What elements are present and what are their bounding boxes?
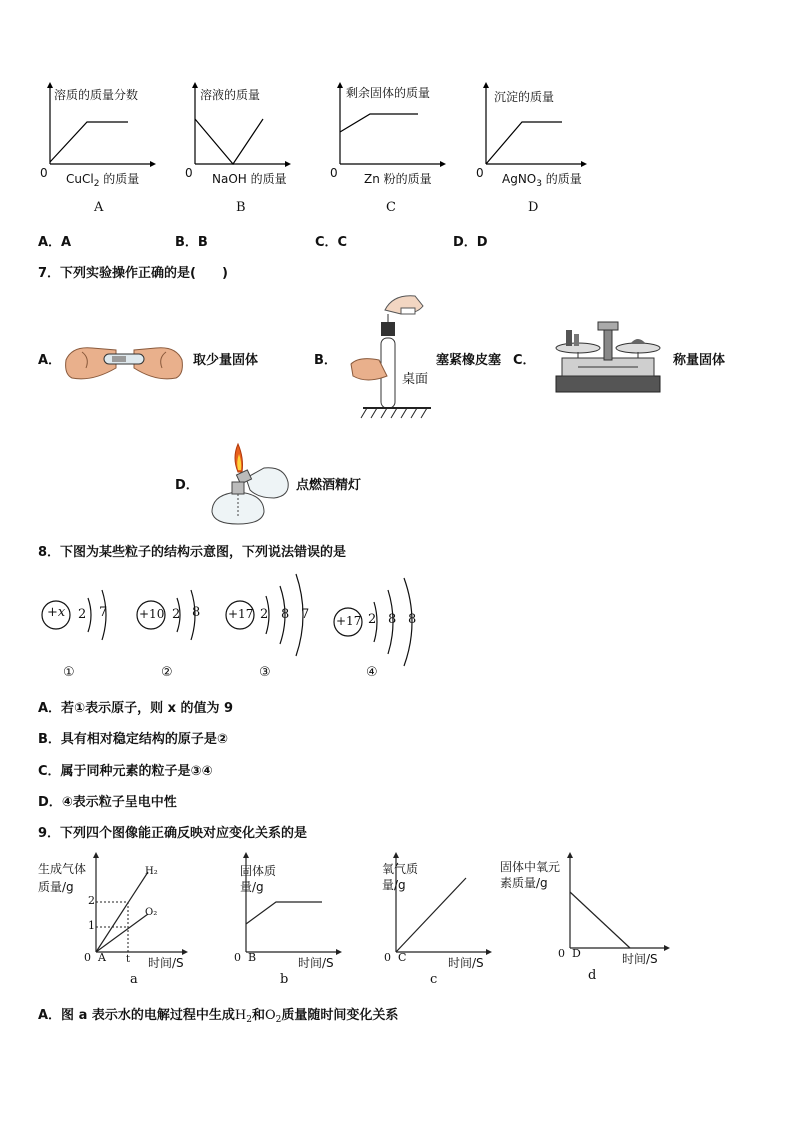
q6-option-b[interactable]: B．B	[175, 235, 208, 250]
q8-option-d[interactable]: D．④表示粒子呈电中性	[38, 795, 177, 810]
q9-b-ylabel-line1: 固体质	[240, 864, 277, 878]
q7-a-letter[interactable]: A．	[38, 353, 62, 368]
q6-a-xlabel: CuCl$_2$ 的质量	[66, 172, 140, 189]
q6-d-ylabel: 沉淀的质量	[494, 90, 555, 104]
q6-c-letter: C	[386, 200, 396, 215]
q9-a-ytick-2: 2	[88, 894, 95, 907]
particle-1-nucleus: +x	[47, 605, 66, 620]
q9-d-ylabel-line2: 素质量/g	[500, 876, 548, 890]
particle-2-nucleus: +10	[139, 607, 165, 621]
particle-1-shell-2: 7	[99, 605, 108, 620]
particle-1-label: ①	[63, 665, 75, 680]
hands-test-tube-illustration	[62, 338, 184, 390]
particle-3-shell-3: 7	[301, 607, 310, 622]
particle-3-label: ③	[259, 665, 271, 680]
q7-d-letter[interactable]: D．	[175, 478, 199, 493]
particle-1-shell-1: 2	[78, 607, 87, 622]
q6-a-origin: 0	[40, 166, 48, 180]
q9-c-xlabel: 时间/S	[448, 956, 484, 970]
q6-c-xlabel: Zn 粉的质量	[364, 172, 432, 186]
q9-graph-a-plot	[86, 852, 186, 962]
q7-d-caption: 点燃酒精灯	[296, 478, 362, 493]
stopper-test-tube-illustration	[345, 290, 435, 422]
q6-option-d[interactable]: D．D	[453, 235, 488, 250]
particle-4-label: ④	[366, 665, 378, 680]
alcohol-lamps-illustration	[204, 436, 294, 528]
q9-a-series-h2: H₂	[145, 866, 158, 877]
q6-option-c[interactable]: C．C	[315, 235, 348, 250]
q9-stem: 9．下列四个图像能正确反映对应变化关系的是	[38, 826, 308, 841]
q6-b-letter: B	[236, 200, 246, 215]
q8-option-a[interactable]: A．若①表示原子，则 x 的值为 9	[38, 701, 234, 716]
q6-option-a[interactable]: A．A	[38, 235, 72, 250]
q9-d-origin: 0	[558, 947, 565, 960]
q6-d-xlabel: AgNO$_3$ 的质量	[502, 172, 582, 189]
q6-b-origin: 0	[185, 166, 193, 180]
q9-option-a[interactable]: A．图 a 表示水的电解过程中生成$H_2$和$O_2$质量随时间变化关系	[38, 1008, 399, 1025]
q6-d-letter: D	[528, 200, 539, 215]
q6-b-xlabel: NaOH 的质量	[212, 172, 287, 186]
q9-d-xlabel: 时间/S	[622, 952, 658, 966]
q7-b-letter[interactable]: B．	[314, 353, 337, 368]
q8-option-b[interactable]: B．具有相对稳定结构的原子是②	[38, 732, 228, 747]
q6-b-ylabel: 溶液的质量	[200, 88, 261, 102]
q9-c-point: C	[398, 951, 407, 964]
q9-a-caption: a	[130, 972, 138, 987]
q9-b-caption: b	[280, 972, 289, 987]
particle-2-label: ②	[161, 665, 173, 680]
q9-b-xlabel: 时间/S	[298, 956, 334, 970]
q9-a-tick-t: t	[126, 954, 131, 965]
q9-a-xlabel: 时间/S	[148, 956, 184, 970]
q9-d-point: D	[572, 947, 581, 960]
particle-3-shell-1: 2	[260, 607, 269, 622]
q6-a-letter: A	[94, 200, 104, 215]
q9-b-ylabel-line2: 量/g	[240, 880, 264, 894]
q9-a-origin: 0	[84, 951, 91, 964]
particle-4-shell-2: 8	[388, 612, 397, 627]
q6-c-origin: 0	[330, 166, 338, 180]
particle-2-shell-1: 2	[172, 607, 181, 622]
particle-4-shell-3: 8	[408, 612, 417, 627]
q8-stem: 8．下图为某些粒子的结构示意图，下列说法错误的是	[38, 545, 347, 560]
q9-d-ylabel-line1: 固体中氧元	[500, 860, 561, 874]
balance-scale-illustration	[548, 318, 668, 396]
q7-b-caption: 塞紧橡皮塞	[436, 353, 502, 368]
particle-4-nucleus: +17	[336, 614, 362, 628]
q9-c-origin: 0	[384, 951, 391, 964]
q7-b-desk-label: 桌面	[402, 372, 429, 387]
q8-option-c[interactable]: C．属于同种元素的粒子是③④	[38, 764, 213, 779]
particle-4-shell-1: 2	[368, 612, 377, 627]
q9-d-caption: d	[588, 968, 597, 983]
q9-c-ylabel-line2: 量/g	[382, 878, 406, 892]
q7-c-letter[interactable]: C．	[513, 353, 536, 368]
q9-a-point: A	[98, 951, 106, 964]
q9-b-point: B	[248, 951, 257, 964]
q6-d-origin: 0	[476, 166, 484, 180]
q9-a-ylabel-line1: 生成气体	[38, 862, 87, 876]
particle-3-shell-2: 8	[281, 607, 290, 622]
q9-c-ylabel-line1: 氧气质	[382, 862, 419, 876]
q9-a-series-o2: O₂	[145, 907, 158, 918]
particle-3-nucleus: +17	[228, 607, 254, 621]
q9-b-origin: 0	[234, 951, 241, 964]
q9-a-ytick-1: 1	[88, 919, 95, 932]
q9-c-caption: c	[430, 972, 438, 987]
q6-c-ylabel: 剩余固体的质量	[346, 86, 431, 100]
q6-a-ylabel: 溶质的质量分数	[54, 88, 139, 102]
q7-c-caption: 称量固体	[673, 353, 726, 368]
q7-stem: 7．下列实验操作正确的是( )	[38, 266, 228, 281]
particle-2-shell-2: 8	[192, 605, 201, 620]
q7-a-caption: 取少量固体	[193, 353, 259, 368]
q9-a-ylabel-line2: 质量/g	[38, 880, 74, 894]
q9-graph-d-plot	[560, 852, 680, 962]
